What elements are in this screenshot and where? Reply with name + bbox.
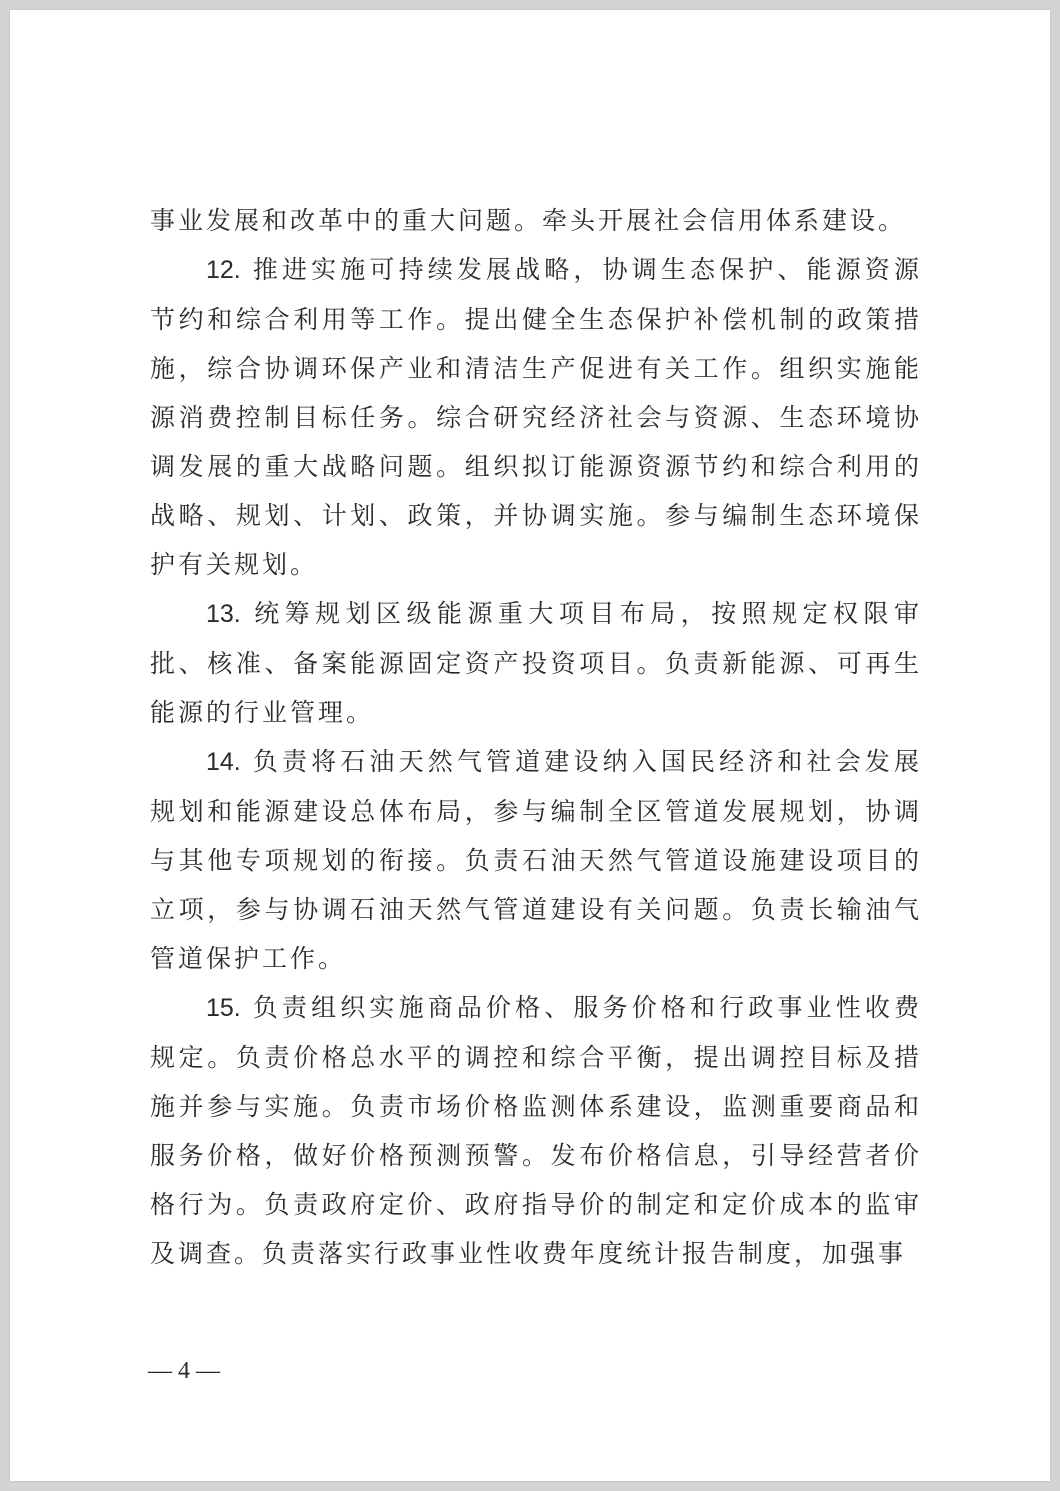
paragraph-item-15 xyxy=(150,983,922,1278)
paragraph-item-12 xyxy=(150,245,922,589)
item-number: 15. xyxy=(206,994,241,1022)
page-number: — 4 — xyxy=(148,1358,220,1384)
paragraph-item-13 xyxy=(150,589,922,737)
item-number: 13. xyxy=(206,600,241,628)
paragraph-continuation xyxy=(150,196,922,245)
item-number: 12. xyxy=(206,256,241,284)
item-number: 14. xyxy=(206,748,241,776)
paragraph-text: 负责将石油天然气管道建设纳入国民经济和社会发展规划和能源建设总体布局，参与编制全区管道发展规划，协调与其他专项规划的衔接。负责石油天然气管道设施建设项目的立项，参与协调石油天然气管道建设有关问题。负责长输油气管道保护工作。 xyxy=(150,747,922,973)
paragraph-item-14 xyxy=(150,737,922,983)
paragraph-text: 统筹规划区级能源重大项目布局，按照规定权限审批、核准、备案能源固定资产投资项目。负责新能源、可再生能源的行业管理。 xyxy=(150,599,922,727)
paragraph-text: 事业发展和改革中的重大问题。牵头开展社会信用体系建设。 xyxy=(150,206,907,235)
body-text xyxy=(150,196,922,1278)
paragraph-text: 推进实施可持续发展战略，协调生态保护、能源资源节约和综合利用等工作。提出健全生态保护补偿机制的政策措施，综合协调环保产业和清洁生产促进有关工作。组织实施能源消费控制目标任务。综合研究经济社会与资源、生态环境协调发展的重大战略问题。组织拟订能源资源节约和综合利用的战略、规划、计划、政策，并协调实施。参与编制生态环境保护有关规划。 xyxy=(150,255,922,579)
paragraph-text: 负责组织实施商品价格、服务价格和行政事业性收费规定。负责价格总水平的调控和综合平衡，提出调控目标及措施并参与实施。负责市场价格监测体系建设，监测重要商品和服务价格，做好价格预测预警。发布价格信息，引导经营者价格行为。负责政府定价、政府指导价的制定和定价成本的监审及调查。负责落实行政事业性收费年度统计报告制度，加强事 xyxy=(150,993,922,1268)
document-page xyxy=(10,10,1050,1481)
